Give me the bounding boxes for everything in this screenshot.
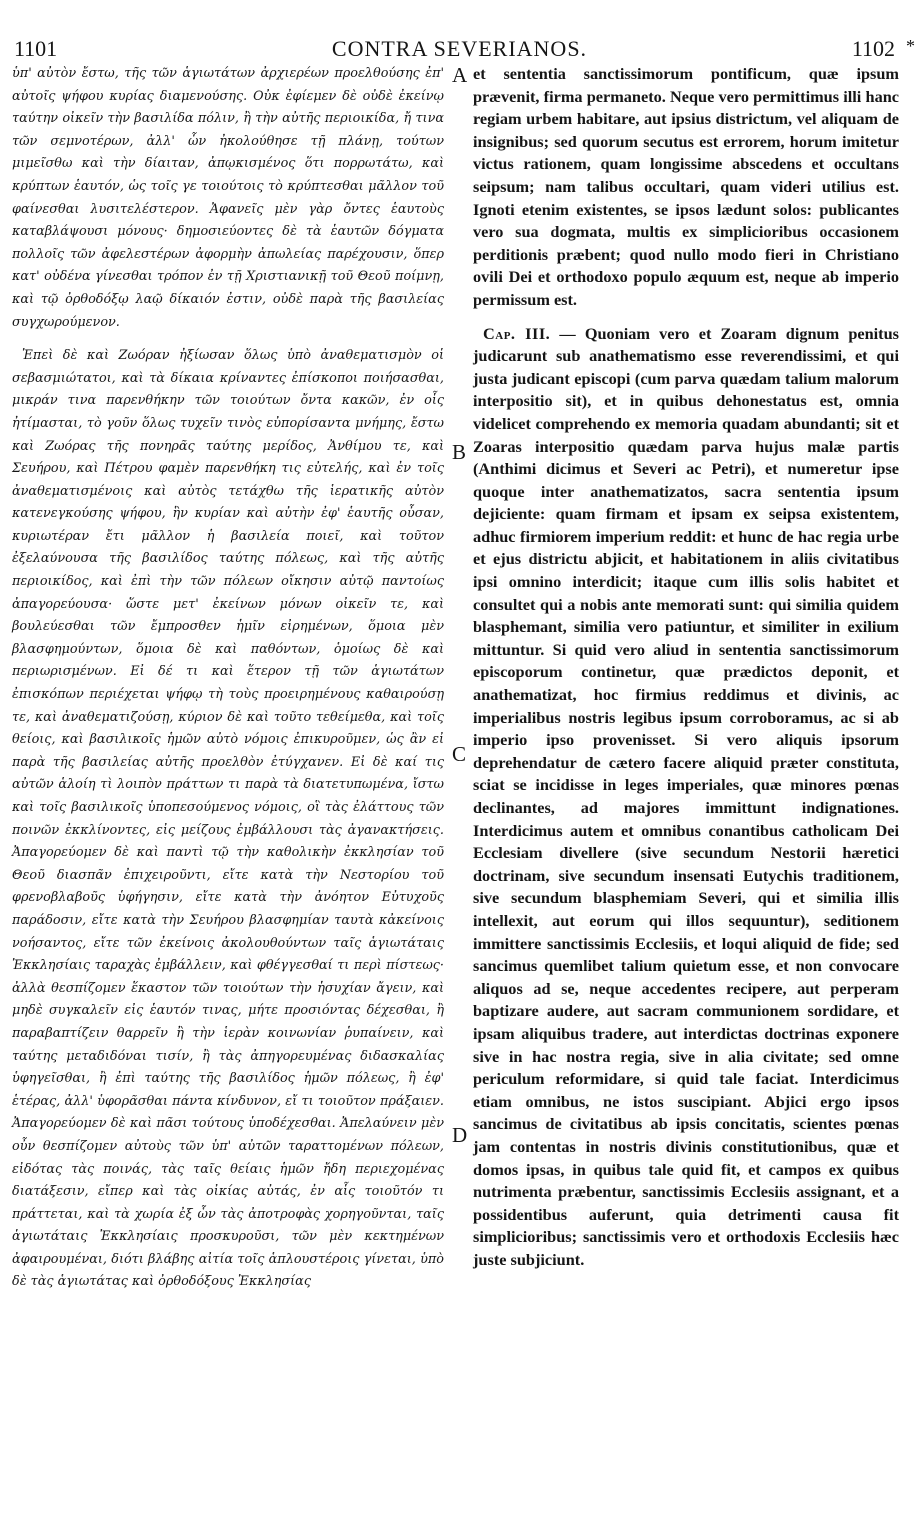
chapter-label: Cap. III. (483, 323, 551, 343)
section-letter-c: C (452, 742, 467, 766)
latin-column (473, 63, 899, 1271)
greek-paragraph-1: ὑπ' αὐτὸν ἔστω, τῆς τῶν ἁγιωτάτων ἀρχιερέων προελθούσης ἐπ' αὐτοῖς ψήφου κυρίας διαμενούσης. Οὐκ ἐφίεμεν δὲ οὐδὲ ἐκείνῳ ταύτην οἰκεῖν τὴν βασιλίδα πόλιν, ἢ τὴν αὐτῆς περιοικίδα, ἤ τινα τῶν σεμνοτέρων, ἀλλ' ὧν ἠκολούθησε τῇ πλάνῃ, τούτων μιμεῖσθω καὶ τὴν δίαιταν, ἀπῳκισμένος ὅτι πορρωτάτω, καὶ κρύπτων ἑαυτόν, ὡς τοῖς γε τοιούτοις τὸ κρύπτεσθαι μᾶλλον τοῦ φαίνεσθαι λυσιτελέστερον. Ἀφανεῖς μὲν γὰρ ὄντες ἑαυτοὺς καταβλάψουσι μόνους· δημοσιεύοντες δὲ τὰ ἑαυτῶν δόγματα πολλοῖς τῶν ἀφελεστέρων ἀφορμὴν ἀπωλείας παρέχουσιν, ὅπερ κατ' οὐδένα γίνεσθαι τρόπον ἐν τῇ Χριστιανικῇ τοῦ Θεοῦ ποίμνῃ, καὶ τῷ ὀρθοδόξῳ λαῷ δίκαιόν ἐστιν, οὐδὲ παρὰ τῆς βασιλείας συγχωρούμενον. (12, 66, 444, 330)
section-letter-d: D (452, 1123, 468, 1147)
running-title: CONTRA SEVERIANOS. (331, 36, 588, 61)
column-number-right: 1102 (851, 36, 895, 61)
section-letter-a: A (452, 63, 468, 87)
greek-column (12, 63, 444, 1294)
margin-mark: * (906, 36, 915, 56)
running-header (0, 0, 919, 60)
column-number-left: 1101 (14, 36, 58, 61)
latin-paragraph-1: et sententia sanctissimorum pontificum, quæ ipsum prævenit, firma permaneto. Neque vero permittimus illi hanc regiam urbem habitare, aut ipsius districtum, vel aliquam de insignibus; sed quorum secutus est errorem, horum imitetur victus rationem, quam longissime abscedens et occultans seipsum; nam talibus occultari, quam videri utilius est. Ignoti etenim existentes, se ipsos lædunt solos: publicantes vero sua dogmata, multis ex simplicioribus occasionem perditionis præbent; quod nullo modo fieri in Christiano ovili Dei et orthodoxo populo æquum est, neque ab imperio permissum est. (473, 64, 899, 309)
latin-paragraph-2 (473, 323, 899, 1272)
section-letter-b: B (452, 440, 467, 464)
section-letters (444, 63, 473, 1463)
greek-paragraph-2: Ἐπεὶ δὲ καὶ Ζωόραν ἠξίωσαν ὅλως ὑπὸ ἀναθεματισμὸν οἱ σεβασμιώτατοι, καὶ τὰ δίκαια κρίναντες ἐπίσκοποι ποιήσασθαι, μικράν τινα παρενθήκην τῶν τοιούτων ὄντα κακῶν, ἐν οἷς ἠτίμασται, τὸ γοῦν ὅλως τυχεῖν τινὸς εὐπορίσαντα μνήμης, ἔστω καὶ Ζωόρας τῆς πονηρᾶς ταύτης μερίδος, Ἀνθίμου τε, καὶ Σευήρου, καὶ Πέτρου φαμὲν παρενθήκη τις εὐτελής, καὶ ἐν τοῖς ἀναθεματισμένοις καὶ αὐτὸς τετάχθω τῆς ἱερατικῆς αὐτὸν κατενεγκούσης ψήφου, ἣν κυρίαν καὶ αὐτὴν ἐφ' ἑαυτῆς οὖσαν, κυριωτέραν ἔτι μᾶλλον ἡ βασιλεία ποιεῖ, καὶ τοῦτον ἐξελαύνουσα τῆς βασιλίδος ταύτης πόλεως, καὶ τῆς αὐτῆς περιοικίδος, καὶ ἐπὶ τὴν τῶν πόλεων οἴκησιν αὐτῷ παντοίως ἀπαγορεύουσα· ὥστε μετ' ἐκείνων μόνων οἰκεῖν τε, καὶ βουλεύεσθαι τῶν ἔμπροσθεν ἡμῖν εἰρημένων, ὅμοια μὲν βλασφημούντων, ὅμοια δὲ καὶ παθόντων, ὁμοίως δὲ καὶ περιωρισμένων. Εἰ δέ τι καὶ ἕτερον τῇ τῶν ἁγιωτάτων ἐπισκόπων περιέχεται ψήφῳ τὴ τοὺς προειρημένους καθαιρούσῃ τε, καὶ ἀναθεματιζούσῃ, κύριον δὲ καὶ τοῦτο τεθείμεθα, καὶ τοῖς θείοις, καὶ βασιλικοῖς ἡμῶν αὐτὸ νόμοις ἐπικυροῦμεν, ὡς ἂν εἰ παρὰ τῆς βασιλείας αὐτῆς προελθὸν ἐτύγχανεν. Εἰ δὲ καί τις αὐτῶν ἁλοίη τὶ λοιπὸν πράττων τι παρὰ τὰ διατετυπωμένα, ἴστω καὶ τοῖς βασιλικοῖς ὑποπεσούμενος νόμοις, οἳ τὰς ἐλάττους τῶν ποινῶν ἐκκλίνοντες, εἰς μείζους ἐμβάλλουσι τὰς ἀγανακτήσεις. Ἀπαγορεύομεν δὲ καὶ παντὶ τῷ τὴν καθολικὴν ἐκκλησίαν τοῦ Θεοῦ διασπᾶν ἐπιχειροῦντι, εἴτε κατὰ τὴν Νεστορίου τοῦ φρενοβλαβοῦς ὑφήγησιν, εἴτε κατὰ τὴν ἀνόητον Εὐτυχοῦς παράδοσιν, εἴτε κατὰ τὴν Σευήρου βλασφημίαν ταυτὰ κἀκείνοις νοήσαντος, εἴτε τῶν ἐκείνοις ἀκολουθούντων ταῖς ἁγιωτάταις Ἐκκλησίαις ταραχὰς ἐμβάλλειν, καὶ φθέγγεσθαί τι περὶ πίστεως· ἀλλὰ θεσπίζομεν ἕκαστον τῶν τοιούτων τὴν ἡσυχίαν ἄγειν, καὶ μηδὲ συγκαλεῖν εἰς ἑαυτόν τινας, μήτε προσιόντας δέχεσθαι, ἢ παραβαπτίζειν θαρρεῖν ἢ τὴν ἱερὰν κοινωνίαν ῥυπαίνειν, καὶ ταύτης μεταδιδόναι τισίν, ἢ τὰς ἀπηγορευμένας διδασκαλίας ὑφηγεῖσθαι, ἢ ἐπὶ ταύτης τῆς βασιλίδος ἡμῶν πόλεως, ἢ ἐφ' ἑτέρας, ἀλλ' ὑφορᾶσθαι πάντα κίνδυνον, εἴ τι τοιοῦτον πράξαιεν. Ἀπαγορεύομεν δὲ καὶ πᾶσι τούτους ὑποδέχεσθαι. Ἀπελαύνειν μὲν οὖν θεσπίζομεν αὐτοὺς τῶν ὑπ' αὐτῶν ταραττομένων πόλεων, εἰδότας τὰς ποινάς, τὰς ταῖς θείαις ἡμῶν ἤδη περιεχομένας διατάξεσιν, εἴπερ καὶ τὰς οἰκίας αὐτάς, ἐν αἷς τοιοῦτόν τι πράττεται, καὶ τὰ χωρία ἐξ ὧν τὰς ἀποτροφὰς χορηγοῦνται, ταῖς ἁγιωτάταις Ἐκκλησίαις προσκυροῦσι, τῶν μὲν κεκτημένων ἀφαιρουμέναι, διότι βλάβης αἰτία τοῖς ἁπλουστέροις γίνεται, ὑπὸ δὲ τὰς ἁγιωτάτας καὶ ὀρθοδόξους Ἐκκλησίας (12, 348, 444, 1290)
latin-paragraph-2-text: — Quoniam vero et Zoaram dignum penitus judicarunt sub anathematismo esse reverendissimi, et qui justa judicant episcopi (cum parva quædam talium malorum interpositio sit), et in quibus dehonestatus est, omnia videlicet comprehendo ex memoria quadam abundanti; sit et Zoaras interpositio quædam parva hujus malæ partis (Anthimi dicimus et Severi ac Petri), et numeretur ipse quoque inter anathematizatos, sacra sententia ipsum dejiciente: quam firmam et ipsam ex seipsa existentem, adhuc firmiorem imperium reddit: et hunc de hac regia urbe et ejus districtu abjicit, et habitationem in aliis civitatibus ipsi omnino interdicit; itaque cum illis solis habitet et consultet qui a nobis ante memorati sunt: qui similia quidem blasphemant, similia vero patiuntur, et similiter in exilium mittuntur. Si quid vero aliud in sententia sanctissimorum episcoporum continetur, quæ prædictos deponit, et anathematizat, hoc firmius reddimus et divinis, ac imperialibus nostris legibus ipsum corroboramus, ac si ab imperio ipso provenisset. Si vero aliquis ipsorum deprehendatur de cætero facere aliquid præter constituta, sciat se incidisse in leges imperiales, quæ minores pœnas declinantes, ad majores immittunt indignationes. Interdicimus autem et omnibus conantibus catholicam Dei Ecclesiam divellere (sive secundum Nestorii hæretici doctrinam, sive secundum insensati Eutychis traditionem, sive secundum blasphemiam Severi, qui et similia illis intellexit, aut eorum qui illos sequuntur), seditionem immittere sanctissimis Ecclesiis, et loqui aliquid de fide; sed sancimus quemlibet talium quietum esse, et non convocare aliquos ad se, neque accedentes recipere, aut perperam baptizare audere, aut sacram communionem sordidare, et ipsam aliquibus tradere, aut interdictas doctrinas exponere sive in hac nostra regia, sive in alia civitate; sed omne periculum reformidare, si quid tale faciat. Interdicimus etiam omnibus, ne istos suscipiant. Abjici ergo ipsos sancimus de civitatibus ab ipsis concitatis, scientes pœnas jam contentas in nostris divinis constitutionibus, quæ et domos ipsas, in quibus tale quid fit, et campos ex quibus nutrimenta præbentur, sanctissimis Ecclesiis assignant, et a possidentibus auferunt, quia detrimenti causa fit simplicioribus; sanctissimis vero et orthodoxis Ecclesiis hæc juste subjiciunt. (473, 323, 899, 1269)
